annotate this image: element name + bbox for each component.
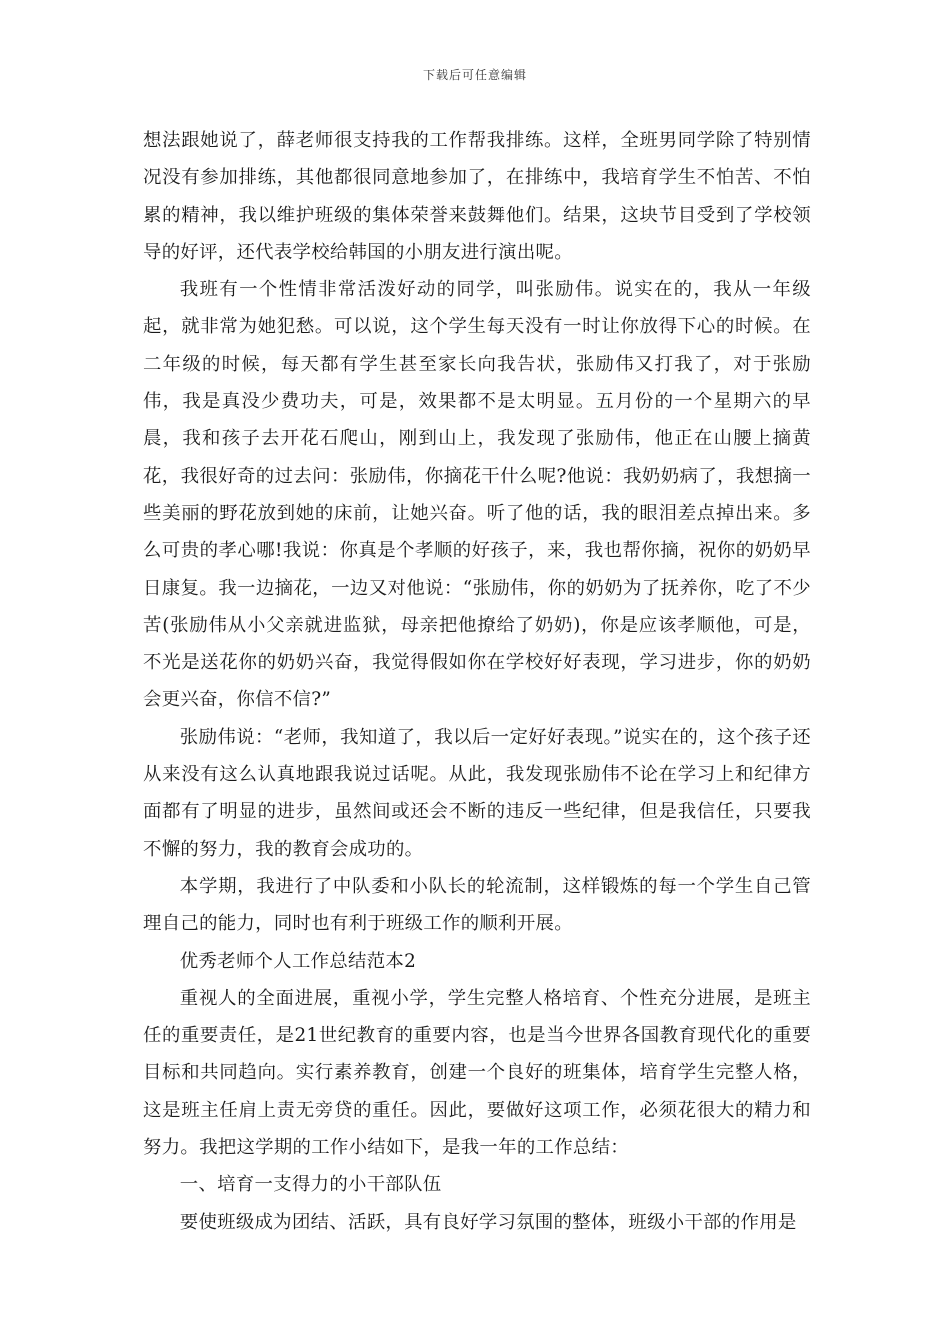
paragraph: 我班有一个性情非常活泼好动的同学，叫张励伟。说实在的，我从一年级起，就非常为她犯愁。可以说，这个学生每天没有一时让你放得下心的时候。在二年级的时候，每天都有学生甚至家长向我告状，张励伟又打我了，对于张励伟，我是真没少费功夫，可是，效果都不是太明显。五月份的一个星期六的早晨，我和孩子去开花石爬山，刚到山上，我发现了张励伟，他正在山腰上摘黄花，我很好奇的过去问：张励伟，你摘花干什么呢?他说：我奶奶病了，我想摘一些美丽的野花放到她的床前，让她兴奋。听了他的话，我的眼泪差点掉出来。多么可贵的孝心哪!我说：你真是个孝顺的好孩子，来，我也帮你摘，祝你的奶奶早日康复。我一边摘花，一边又对他说：“张励伟，你的奶奶为了抚养你，吃了不少苦(张励伟从小父亲就进监狱，母亲把他撩给了奶奶)，你是应该孝顺他，可是，不光是送花你的奶奶兴奋，我觉得假如你在学校好好表现，学习进步，你的奶奶会更兴奋，你信不信?”	[143, 279, 811, 711]
paragraph: 重视人的全面进展，重视小学，学生完整人格培育、个性充分进展，是班主任的重要责任，是21世纪教育的重要内容，也是当今世界各国教育现代化的重要目标和共同趋向。实行素养教育，创建一个良好的班集体，培育学生完整人格，这是班主任肩上责无旁贷的重任。因此，要做好这项工作，必须花很大的精力和努力。我把这学期的工作小结如下，是我一年的工作总结：	[143, 987, 811, 1159]
paragraph: 张励伟说：“老师，我知道了，我以后一定好好表现。”说实在的，这个孩子还从来没有这么认真地跟我说过话呢。从此，我发现张励伟不论在学习上和纪律方面都有了明显的进步，虽然间或还会不断的违反一些纪律，但是我信任，只要我不懈的努力，我的教育会成功的。	[143, 726, 811, 860]
document-body	[143, 122, 811, 1241]
page-header: 下载后可任意编辑	[422, 68, 527, 82]
subsection-heading: 一、培育一支得力的小干部队伍	[179, 1174, 442, 1196]
section-heading: 优秀老师个人工作总结范本2	[179, 950, 417, 972]
paragraph: 想法跟她说了，薛老师很支持我的工作帮我排练。这样，全班男同学除了特别情况没有参加排练，其他都很同意地参加了，在排练中，我培育学生不怕苦、不怕累的精神，我以维护班级的集体荣誉来鼓舞他们。结果，这块节目受到了学校领导的好评，还代表学校给韩国的小朋友进行演出呢。	[143, 130, 811, 263]
paragraph: 本学期，我进行了中队委和小队长的轮流制，这样锻炼的每一个学生自己管理自己的能力，同时也有利于班级工作的顺利开展。	[143, 875, 811, 935]
paragraph: 要使班级成为团结、活跃，具有良好学习氛围的整体，班级小干部的作用是	[179, 1211, 797, 1233]
